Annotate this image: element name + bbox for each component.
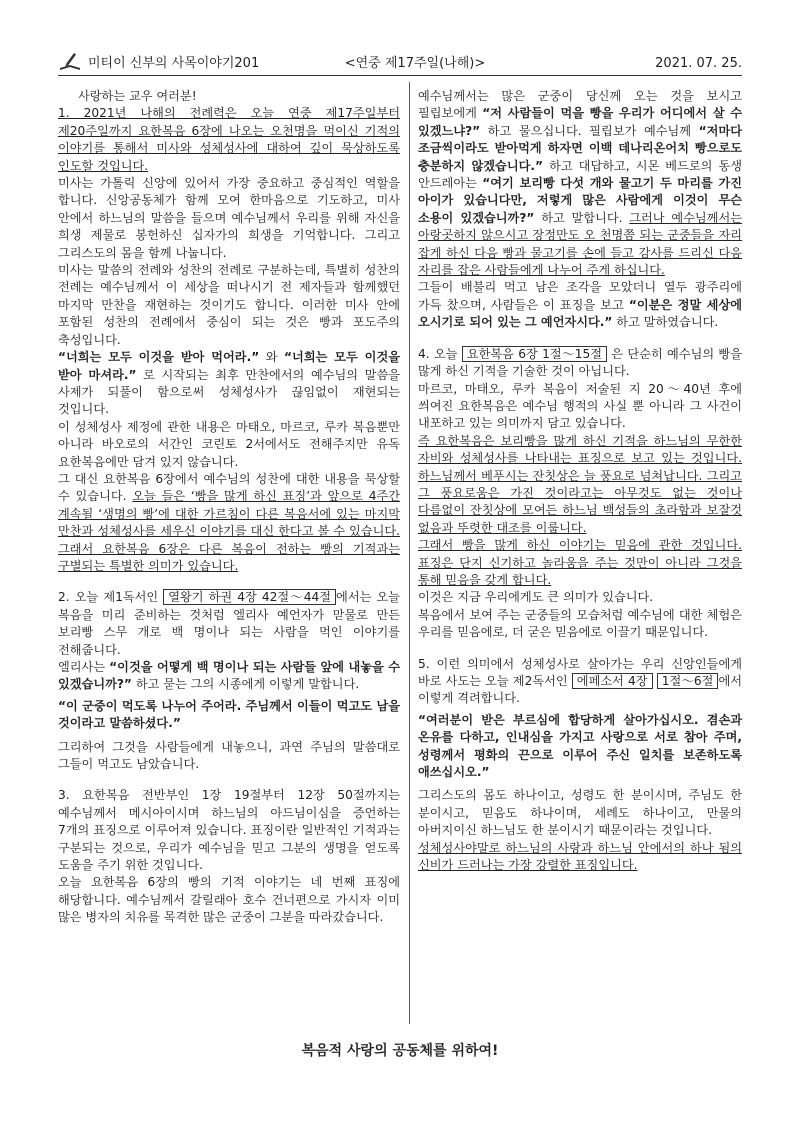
header-date: 2021. 07. 25. bbox=[655, 56, 742, 71]
section-1-para-5: 이 성체성사 제정에 관한 내용은 마태오, 마르코, 루카 복음뿐만 아니라 바오로의 서간인 코린토 2서에서도 전해주지만 유독 요한복음에만 담겨 있지 않습니다. bbox=[58, 419, 400, 469]
header-liturgical-day: <연중 제17주일(나해)> bbox=[344, 56, 486, 71]
section-2-para-2: 엘리사는 “이것을 어떻게 백 명이나 되는 사람들 앞에 내놓을 수 있겠습니까?” 하고 묻는 그의 시종에게 이렇게 말합니다. bbox=[58, 660, 400, 692]
section-4-para-4: 그래서 빵을 많게 하신 이야기는 믿음에 관한 것입니다. 표징은 단지 신기하고 놀라움을 주는 것만이 아니라 그것을 통해 믿음을 갖게 합니다. bbox=[418, 538, 742, 587]
reading-reference: 열왕기 하권 4장 42절～44절 bbox=[163, 589, 336, 605]
section-1-para-2: 미사는 가톨릭 신앙에 있어서 가장 중요하고 중심적인 역할을 합니다. 신앙공동체가 함께 모여 한마음으로 기도하고, 미사 안에서 하느님의 말씀을 들으며 예수님께서 우리를 위해 자신을 희생 제물로 봉헌하신 십자가의 희생을 기억합니다. 그리고 그리스도의 몸을 함께 나눕니다. bbox=[58, 176, 400, 260]
section-3-para-1: 3. 요한복음 전반부인 1장 19절부터 12장 50절까지는 예수님께서 메시아이시며 하느님의 아드님이심을 증언하는 7개의 표징으로 이루어져 있습니다. 표징이란 일반적인 기적과는 구분되는 것으로, 우리가 예수님을 믿고 그분의 생명을 얻도록 도움을 주기 위한 것입니다. bbox=[58, 788, 400, 873]
section-1-para-3: 미사는 말씀의 전례와 성찬의 전례로 구분하는데, 특별히 성찬의 전례는 예수님께서 이 세상을 떠나시기 전 제자들과 함께했던 마지막 만찬을 재현하는 것이기도 합니다. 이러한 미사 안에 포함된 성찬의 전례에서 중심이 되는 것은 빵과 포도주의 축성입니다. bbox=[58, 263, 400, 347]
page-header bbox=[58, 48, 742, 76]
section-1-intro: 1. 2021년 나해의 전례력은 오늘 연중 제17주일부터 제20주일까지 요한복음 6장에 나오는 오천명을 먹이신 기적의 이야기를 통해서 미사와 성체성사에 대하여 깊이 묵상하도록 인도할 것입니다. bbox=[58, 106, 400, 173]
section-3-para-2: 오늘 요한복음 6장의 빵의 기적 이야기는 네 번째 표징에 해당합니다. 예수님께서 갈릴래아 호수 건너편으로 가시자 이미 많은 병자의 치유를 목격한 많은 군중이 그분을 따라갔습니다. bbox=[58, 875, 400, 925]
section-4-para-1: 4. 오늘 요한복음 6장 1절～15절 은 단순히 예수님의 빵을 많게 하신 기적을 기술한 것이 아닙니다. bbox=[418, 346, 742, 379]
pen-and-book-icon bbox=[58, 51, 82, 71]
section-1-para-6: 그 대신 요한복음 6장에서 예수님의 성찬에 대한 내용을 묵상할 수 있습니다. 오늘 들은 ‘빵을 많게 하신 표징’과 앞으로 4주간 계속될 ‘생명의 빵’에 대한 가르침이 다른 복음서에 있는 마지막 만찬과 성체성사를 세우신 이야기를 대신 한다고 볼 수 있습니다. 그래서 요한복음 6장은 다른 복음이 전하는 빵의 기적과는 구별되는 특별한 의미가 있습니다. bbox=[58, 471, 400, 573]
section-1-para-4: “너희는 모두 이것을 받아 먹어라.” 와 “너희는 모두 이것을 받아 마셔라.” 로 시작되는 최후 만찬에서의 예수님의 말씀을 사제가 되풀이 함으로써 성체성사가 끊임없이 재현되는 것입니다. bbox=[58, 350, 401, 417]
section-3-cont-para-1: 예수님께서는 많은 군중이 당신께 오는 것을 보시고 필립보에게 “저 사람들이 먹을 빵을 우리가 어디에서 살 수 있겠느냐?” 하고 물으십니다. 필립보가 예수님께 “저마다 조금씩이라도 받아먹게 하자면 이백 데나리온어치 빵으로도 충분하지 않겠습니다.” 하고 대답하고, 시몬 베드로의 동생 안드레아는 “여기 보리빵 다섯 개와 물고기 두 마리를 가진 아이가 있습니다만, 저렇게 많은 사람에게 이것이 무슨 소용이 있겠습니까?” 하고 말합니다. 그러나 예수님께서는 아랑곳하지 않으시고 장정만도 오 천명쯤 되는 군중들을 자리 잡게 하신 다음 빵과 물고기를 손에 들고 감사를 드리신 다음 자리를 잡은 사람들에게 나누어 주게 하십니다. bbox=[418, 89, 742, 278]
epistle-reference-verses: 1절～6절 bbox=[657, 673, 719, 689]
section-5-para-2: 그리스도의 몸도 하나이고, 성령도 한 분이시며, 주님도 한 분이시고, 믿음도 하나이며, 세례도 하나이고, 만물의 아버지이신 하느님도 한 분이시기 때문이라는 것입니다. bbox=[418, 788, 742, 838]
section-4-para-3: 즉 요한복음은 보리빵을 많게 하신 기적을 하느님의 무한한 자비와 성체성사를 나타내는 표징으로 보고 있는 것입니다. 하느님께서 베푸시는 잔칫상은 늘 풍요로 넘쳐납니다. 그리고 그 풍요로움은 가진 것이라고는 아무것도 없는 것이나 다름없이 잔칫상에 모여든 하느님 백성들의 초라함과 보잘것 없음과 뚜렷한 대조를 이룹니다. bbox=[418, 433, 742, 535]
section-2-para-1: 2. 오늘 제1독서인 열왕기 하권 4장 42절～44절 에서는 오늘 복음을 미리 준비하는 것처럼 엘리사 예언자가 맏물로 만든 보리빵 스무 개로 백 명이나 되는 사람을 먹인 이야기를 전해줍니다. bbox=[58, 590, 400, 657]
epistle-reference: 에페소서 4장 bbox=[572, 673, 653, 689]
section-4-para-6: 복음에서 보여 주는 군중들의 모습처럼 예수님에 대한 체험은 우리를 믿음에로, 더 굳은 믿음에로 이끌기 때문입니다. bbox=[418, 607, 742, 640]
section-4-para-5: 이것은 지금 우리에게도 큰 의미가 있습니다. bbox=[418, 590, 654, 605]
section-4-para-2: 마르코, 마태오, 루카 복음이 저술된 지 20～40년 후에 씌여진 요한복음은 예수님 행적의 사실 뿐 아니라 그 사건이 내포하고 있는 의미까지 담고 있습니다. bbox=[418, 381, 742, 431]
section-3-cont-para-2: 그들이 배불리 먹고 남은 조각을 모았더니 열두 광주리에 가득 찼으며, 사람들은 이 표징을 보고 “이분은 정말 세상에 오시기로 되어 있는 그 예언자시다.” 하고 말하였습니다. bbox=[418, 280, 743, 330]
section-2-para-3: 그리하여 그것을 사람들에게 내놓으니, 과연 주님의 말씀대로 그들이 먹고도 남았습니다. bbox=[58, 739, 400, 772]
section-5-quote: “여러분이 받은 부르심에 합당하게 살아가십시오. 겸손과 온유를 다하고, 인내심을 가지고 사랑으로 서로 참아 주며, 성령께서 평화의 끈으로 이루어 주신 일치를 보존하도록 애쓰십시오.” bbox=[418, 712, 742, 780]
header-title: 미티이 신부의 사목이야기201 bbox=[88, 56, 260, 71]
gospel-reference: 요한복음 6장 1절～15절 bbox=[462, 346, 607, 362]
right-column bbox=[418, 88, 742, 874]
left-column bbox=[58, 88, 400, 927]
section-5-para-3: 성체성사야말로 하느님의 사랑과 하느님 안에서의 하나 됨의 신비가 드러나는 가장 강렬한 표징입니다. bbox=[418, 840, 742, 873]
footer-motto: 복음적 사랑의 공동체를 위하여! bbox=[301, 1043, 499, 1059]
section-2-quote: “이 군중이 먹도록 나누어 주어라. 주님께서 이들이 먹고도 남을 것이라고 말씀하셨다.” bbox=[58, 698, 400, 731]
section-5-para-1: 5. 이런 의미에서 성체성사로 살아가는 우리 신앙인들에게 바로 사도는 오늘 제2독서인 에페소서 4장 1절～6절 에서 이렇게 격려합니다. bbox=[418, 656, 743, 706]
column-divider bbox=[409, 82, 410, 1024]
greeting: 사랑하는 교우 여러분! bbox=[78, 89, 197, 103]
